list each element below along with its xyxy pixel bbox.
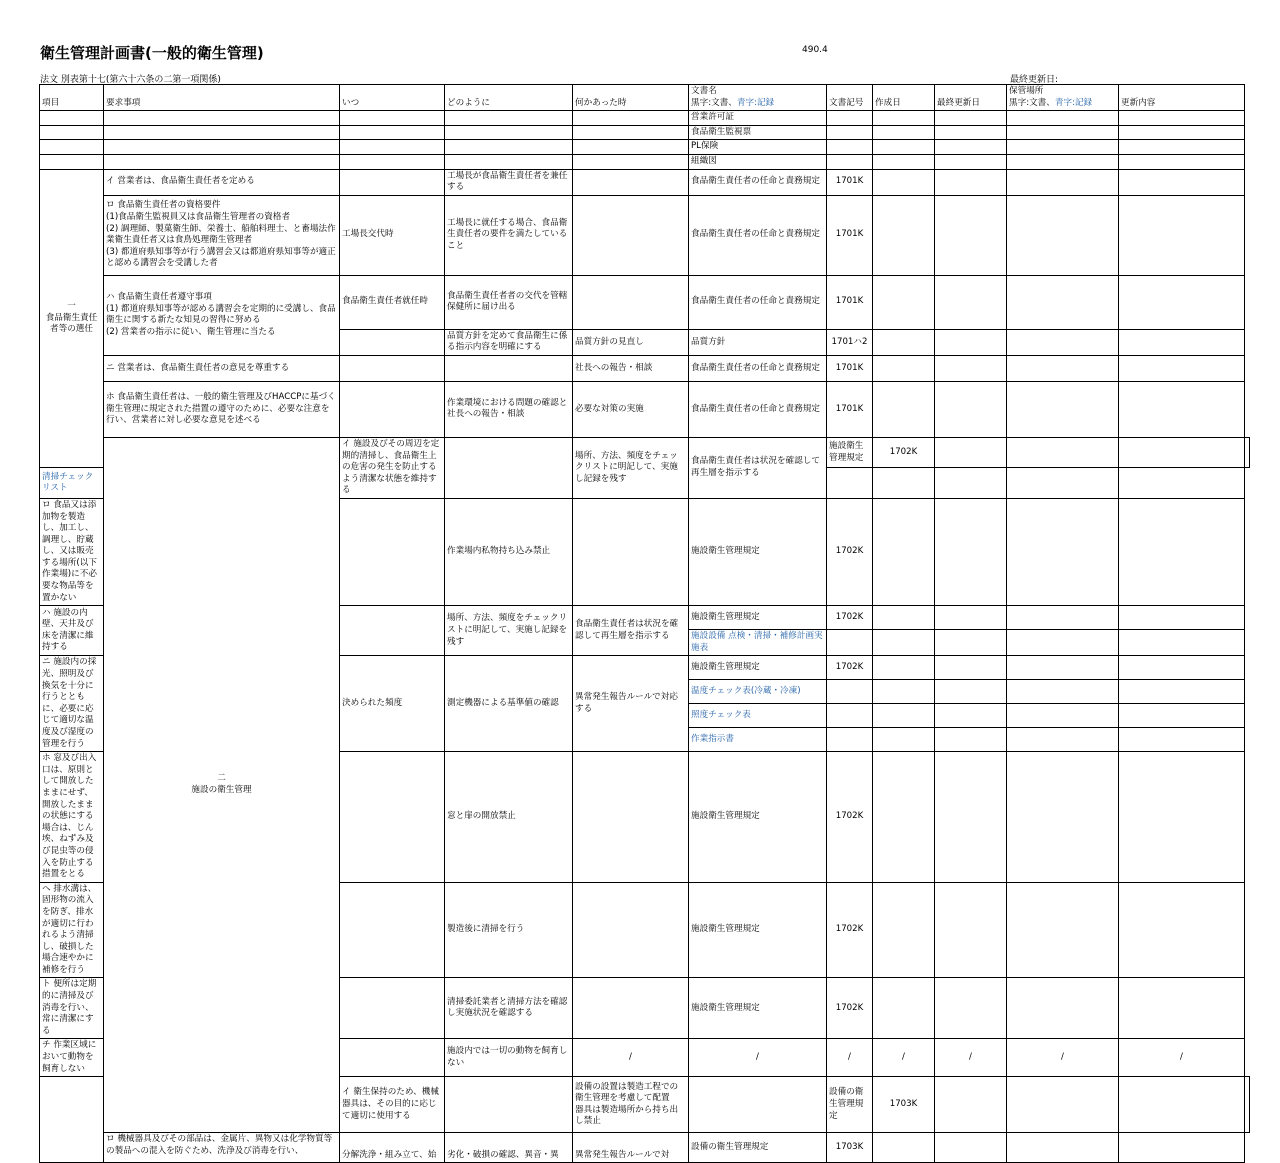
table-row: PL保険 xyxy=(40,140,1250,155)
table-row: 営業許可証 xyxy=(40,111,1250,126)
table-row: 作業指示書 xyxy=(40,728,1250,752)
hygiene-plan-table xyxy=(39,84,1250,1163)
table-row: 照度チェック表 xyxy=(40,704,1250,728)
table-row: ロ 食品又は添加物を製造し、加工し、調理し、貯蔵し、又は販売する場所(以下作業場)に不必要な物品等を置かない 作業場内私物持ち込み禁止 施設衛生管理規定 1702K xyxy=(40,498,1250,605)
table-row: 組織図 xyxy=(40,154,1250,169)
section1-label: 一 食品衛生責任者等の選任 xyxy=(40,169,104,468)
table-row: 温度チェック表(冷蔵・冷凍) xyxy=(40,680,1250,704)
last-updated-label: 最終更新日: xyxy=(1010,75,1059,85)
header-how: どのように xyxy=(445,85,573,111)
section3-label xyxy=(40,1077,104,1163)
table-row: 品質方針を定めて食品衛生に係る指示内容を明確にする 品質方針の見直し 品質方針 1701ハ2 xyxy=(40,329,1250,355)
law-reference: 法文 別表第十七(第六十六条の二第一項関係) xyxy=(40,75,221,85)
header-document-code: 文書記号 xyxy=(827,85,873,111)
document-number: 490.4 xyxy=(802,45,828,55)
table-row: ハ 食品衛生責任者遵守事項 (1) 都道府県知事等が認める講習会を定期的に受講し、食品衛生に関する新たな知見の習得に努める (2) 営業者の指示に従い、衛生管理に当たる 食品衛生責任者就任時 食品衛生責任者者の交代を管轄保健所に届け出る 食品衛生責任者の任命と責務規定 1701K xyxy=(40,275,1250,329)
header-update-content: 更新内容 xyxy=(1119,85,1245,111)
header-last-updated: 最終更新日 xyxy=(935,85,1007,111)
header-document-name: 文書名 黒字:文書、青字:記録 xyxy=(689,85,827,111)
table-row: ニ 営業者は、食品衛生責任者の意見を尊重する 社長への報告・相談 食品衛生責任者の任命と責務規定 1701K xyxy=(40,355,1250,381)
header-created-date: 作成日 xyxy=(873,85,935,111)
page-title: 衛生管理計画書(一般的衛生管理) xyxy=(40,44,264,62)
table-row: ロ 食品衛生責任者の資格要件 (1)食品衛生監視員又は食品衛生管理者の資格者 (2) 調理師、製菓衛生師、栄養士、船舶料理士、と畜場法作業衛生責任者又は食鳥処理衛生管理者 (3) 都道府県知事等が行う講習会又は都道府県知事等が適正と認める講習会を受講した者 工場長交代時 工場長に就任する場合、食品衛生責任者の要件を満たしていること 食品衛生責任者の任命と責務規定 1701K xyxy=(40,195,1250,275)
table-row: 二 施設の衛生管理 イ 施設及びその周辺を定期的清掃し、食品衛生上の危害の発生を防止するよう清潔な状態を維持する 場所、方法、頻度をチェックリストに明記して、実施し記録を残す 食品衛生責任者は状況を確認して再生層を指示する 施設衛生管理規定 1702K xyxy=(40,437,1250,467)
table-row: 施設設備 点検・清掃・補修計画実施表 xyxy=(40,630,1250,656)
header-row xyxy=(40,85,1250,111)
table-row: 清掃チェックリスト xyxy=(40,468,1250,498)
table-row: ホ 窓及び出入口は、原則として開放したままにせず、開放したままの状態にする場合は、じん埃、ねずみ及び昆虫等の侵入を防止する措置をとる 窓と扉の開放禁止 施設衛生管理規定 1702K xyxy=(40,752,1250,883)
section2-label: 二 施設の衛生管理 xyxy=(104,437,340,1132)
table-row: ト 便所は定期的に清掃及び消毒を行い、常に清潔にする 清掃委託業者と清掃方法を確認し実施状況を確認する 施設衛生管理規定 1702K xyxy=(40,978,1250,1039)
header-storage: 保管場所 黒字:文書、青字:記録 xyxy=(1007,85,1119,111)
table-row: チ 作業区域において動物を飼育しない 施設内では一切の動物を飼育しない / / / / / / / xyxy=(40,1039,1250,1077)
table-row: 食品衛生監視票 xyxy=(40,125,1250,140)
table-row: ヘ 排水溝は、固形物の流入を防ぎ、排水が適切に行われるよう清掃し、破損した場合速やかに補修を行う 製造後に清掃を行う 施設衛生管理規定 1702K xyxy=(40,882,1250,978)
header-when: いつ xyxy=(340,85,445,111)
table-row: ニ 施設内の採光、照明及び換気を十分に行うとともに、必要に応じて適切な温度及び湿度の管理を行う 決められた頻度 測定機器による基準値の確認 異常発生報告ルールで対応する 施設衛生管理規定 1702K xyxy=(40,656,1250,680)
header-incident: 何かあった時 xyxy=(573,85,689,111)
header-requirement: 要求事項 xyxy=(104,85,340,111)
table-row: ロ 機械器具及びその部品は、金属片、異物又は化学物質等の製品への混入を防ぐため、洗浄及び消毒を行い、 分解洗浄・組み立て、始 劣化・破損の確認、異音・異 異常発生報告ルールで対 設備の衛生管理規定 1703K xyxy=(40,1133,1250,1163)
table-row: 一 食品衛生責任者等の選任 イ 営業者は、食品衛生責任者を定める 工場長が食品衛生責任者を兼任する 食品衛生責任者の任命と責務規定 1701K xyxy=(40,169,1250,195)
header-item: 項目 xyxy=(40,85,104,111)
table-row: イ 衛生保持のため、機械器具は、その目的に応じて適切に使用する 設備の設置は製造工程での衛生管理を考慮して配置 器具は製造場所から持ち出し禁止 設備の衛生管理規定 1703K xyxy=(40,1077,1250,1133)
table-row: ホ 食品衛生責任者は、一般的衛生管理及びHACCPに基づく衛生管理に規定された措置の遵守のために、必要な注意を行い、営業者に対し必要な意見を述べる 作業環境における問題の確認と社長への報告・相談 必要な対策の実施 食品衛生責任者の任命と責務規定 1701K xyxy=(40,381,1250,437)
table-row: ハ 施設の内壁、天井及び床を清潔に維持する 場所、方法、頻度をチェックリストに明記して、実施し記録を残す 食品衛生責任者は状況を確認して再生層を指示する 施設衛生管理規定 1702K xyxy=(40,606,1250,630)
